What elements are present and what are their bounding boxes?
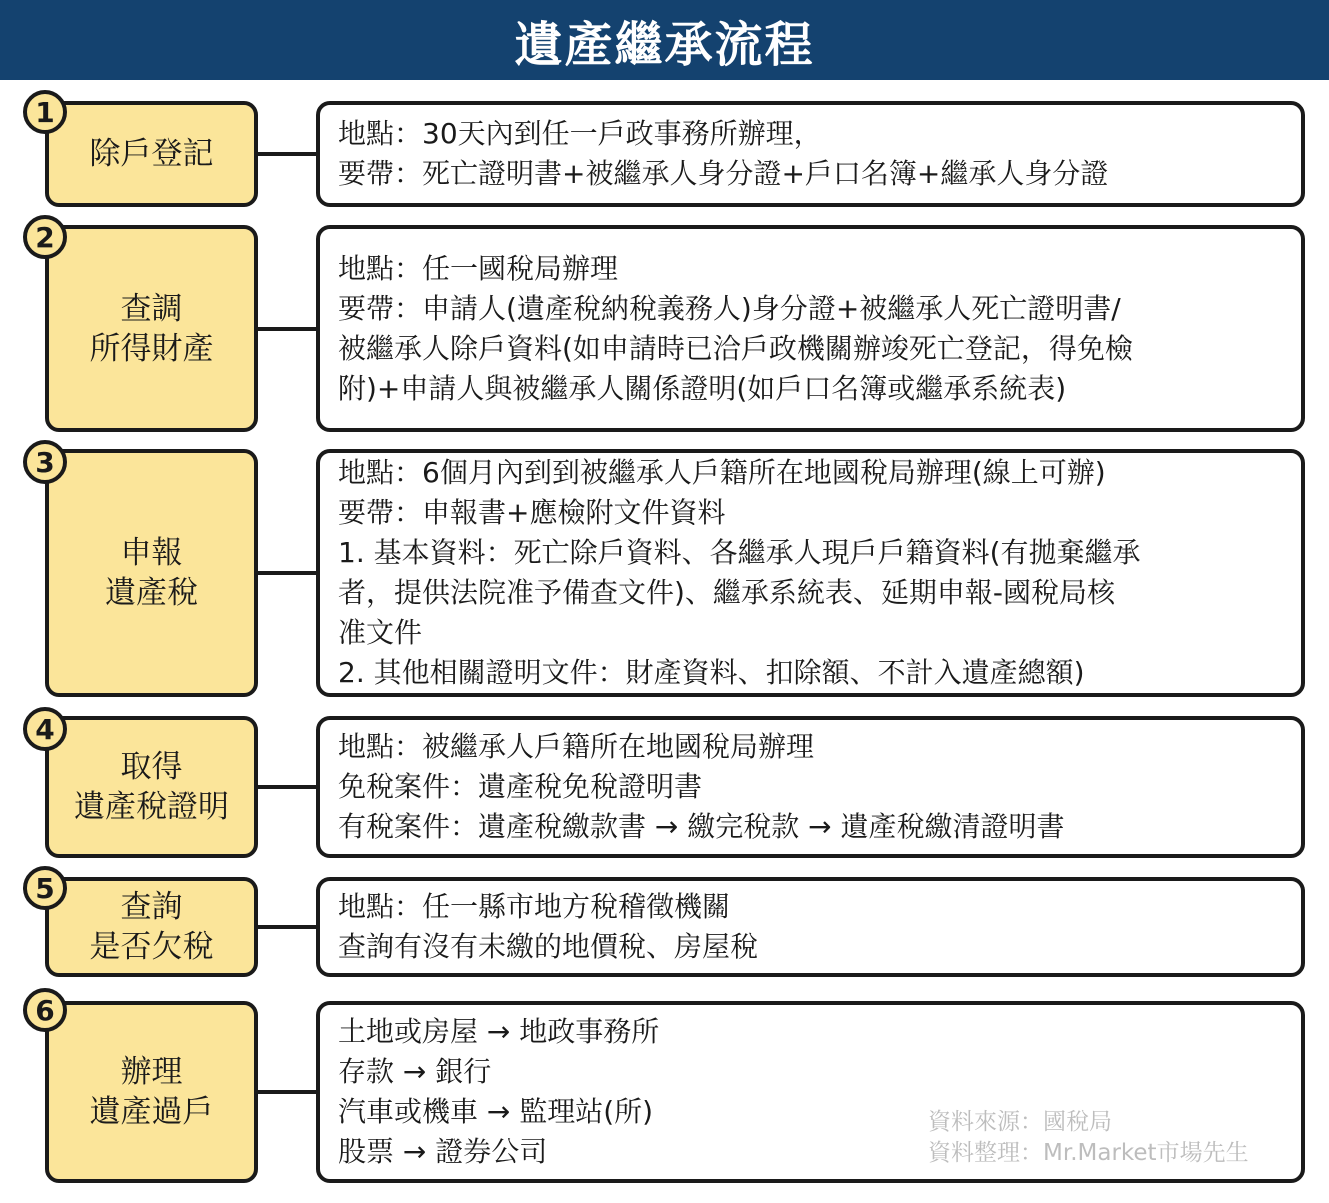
step-label-box — [45, 449, 258, 697]
detail-line: 免稅案件：遺產稅免稅證明書 — [338, 770, 703, 803]
step-label: 辦理 遺產過戶 — [89, 1054, 214, 1130]
connector-line — [258, 152, 317, 156]
step-label: 申報 遺產稅 — [105, 535, 198, 611]
detail-line: 附)+申請人與被繼承人關係證明(如戶口名簿或繼承系統表) — [338, 371, 1067, 405]
connector-line — [258, 571, 317, 575]
step-label: 查詢 是否欠稅 — [89, 889, 214, 965]
detail-line: 土地或房屋 → 地政事務所 — [338, 1015, 660, 1048]
detail-line: 准文件 — [338, 616, 423, 649]
step-label-box — [45, 101, 258, 207]
step-number-badge: 1 — [23, 90, 67, 134]
page-title: 遺產繼承流程 — [514, 16, 815, 73]
detail-line: 地點：6個月內到到被繼承人戶籍所在地國稅局辦理(線上可辦) — [338, 456, 1106, 489]
detail-line: 汽車或機車 → 監理站(所) — [338, 1095, 654, 1128]
detail-line: 被繼承人除戶資料(如申請時已洽戶政機關辦竣死亡登記，得免檢 — [338, 331, 1133, 365]
detail-line: 1. 基本資料：死亡除戶資料、各繼承人現戶戶籍資料(有拋棄繼承 — [338, 536, 1141, 569]
step-label: 查調 所得財產 — [89, 290, 214, 367]
step-detail-box — [316, 449, 1305, 697]
connector-line — [258, 785, 317, 789]
step-number-badge: 4 — [23, 707, 67, 751]
source-line: 資料整理：Mr.Market市場先生 — [928, 1140, 1249, 1166]
step-number-badge: 2 — [23, 215, 67, 259]
step-detail-box — [316, 225, 1305, 432]
step-label-box — [45, 1001, 258, 1183]
step-label: 取得 遺產稅證明 — [74, 749, 229, 825]
step-number-badge: 3 — [23, 440, 67, 484]
connector-line — [258, 1090, 317, 1094]
detail-line: 地點：30天內到任一戶政事務所辦理， — [338, 117, 822, 150]
detail-line: 股票 → 證券公司 — [338, 1135, 548, 1168]
header-bar — [0, 0, 1329, 80]
step-label-box — [45, 877, 258, 977]
detail-line: 有稅案件：遺產稅繳款書 → 繳完稅款 → 遺產稅繳清證明書 — [338, 810, 1065, 843]
connector-line — [258, 327, 317, 331]
detail-line: 存款 → 銀行 — [338, 1055, 492, 1088]
source-note — [928, 1107, 1249, 1169]
detail-line: 要帶：申報書+應檢附文件資料 — [338, 496, 726, 529]
detail-line: 者，提供法院准予備查文件)、繼承系統表、延期申報-國稅局核 — [338, 576, 1116, 609]
connector-line — [258, 925, 317, 929]
detail-line: 地點：任一國稅局辦理 — [338, 251, 619, 285]
detail-line: 地點：任一縣市地方稅稽徵機關 — [338, 890, 731, 923]
step-label-box — [45, 716, 258, 858]
detail-line: 地點：被繼承人戶籍所在地國稅局辦理 — [338, 730, 815, 763]
step-number-badge: 5 — [23, 866, 67, 910]
step-detail-box — [316, 716, 1305, 858]
step-number-badge: 6 — [23, 988, 67, 1032]
detail-line: 要帶：申請人(遺產稅納稅義務人)身分證+被繼承人死亡證明書/ — [338, 291, 1121, 325]
step-label: 除戶登記 — [89, 136, 214, 172]
detail-line: 2. 其他相關證明文件：財產資料、扣除額、不計入遺產總額) — [338, 656, 1085, 689]
detail-line: 要帶：死亡證明書+被繼承人身分證+戶口名簿+繼承人身分證 — [338, 157, 1109, 190]
detail-line: 查詢有沒有未繳的地價稅、房屋稅 — [338, 930, 759, 963]
step-detail-box — [316, 877, 1305, 977]
step-label-box — [45, 225, 258, 432]
source-line: 資料來源：國稅局 — [928, 1109, 1112, 1135]
step-detail-box — [316, 101, 1305, 207]
